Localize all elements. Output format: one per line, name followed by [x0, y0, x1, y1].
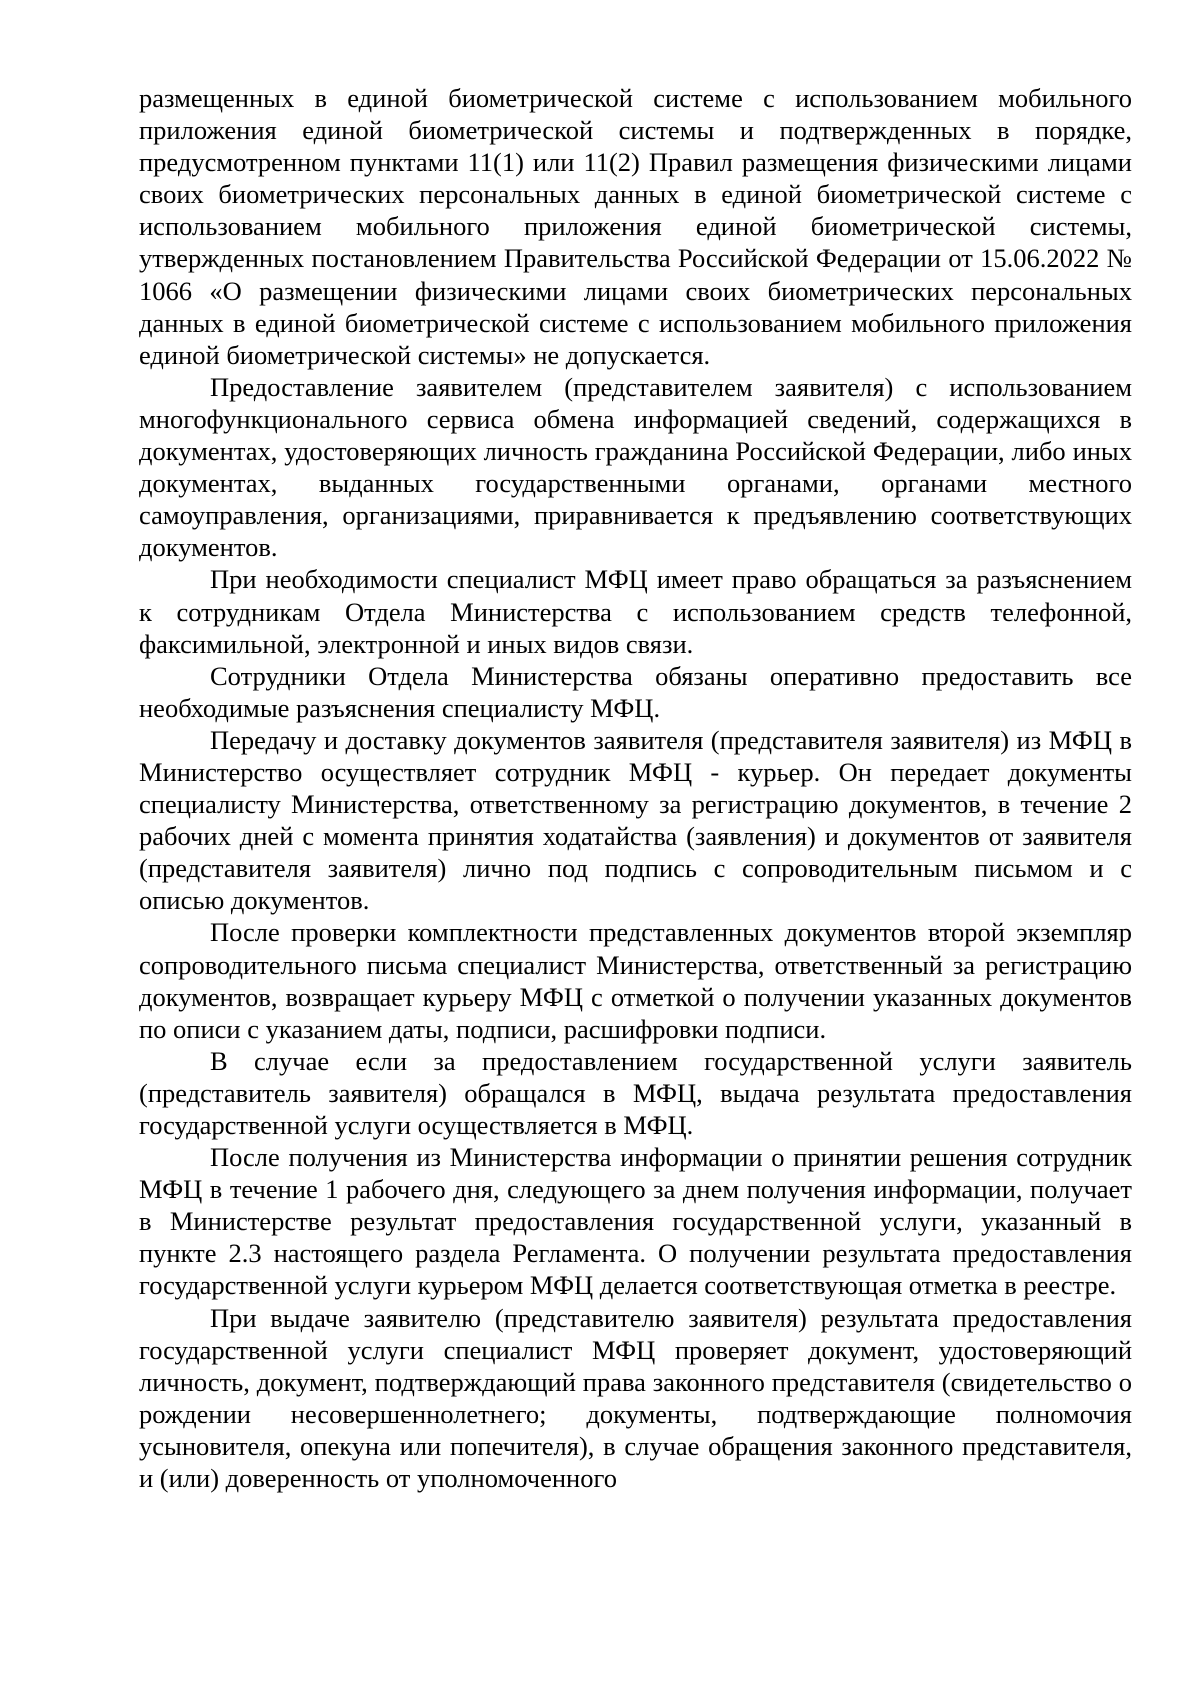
paragraph-biometric-continuation: размещенных в единой биометрической системе с использованием мобильного приложения единой биометрической системы и подтвержденных в порядке, предусмотренном пунктами 11(1) или 11(2) Правил размещения физическими лицами своих биометрических персональных данных в единой биометрической системе с использованием мобильного приложения единой биометрической системы, утвержденных постановлением Правительства Российской Федерации от 15.06.2022 № 1066 «О размещении физическими лицами своих биометрических персональных данных в единой биометрической системе с использованием мобильного приложения единой биометрической системы» не допускается. [139, 83, 1132, 370]
paragraph-ministry-duty: Сотрудники Отдела Министерства обязаны оперативно предоставить все необходимые разъяснения специалисту МФЦ. [139, 660, 1132, 723]
document-page [139, 82, 1132, 1494]
paragraph-mfc-clarification: При необходимости специалист МФЦ имеет право обращаться за разъяснением к сотрудникам Отдела Министерства с использованием средств телефонной, факсимильной, электронной и иных видов связи. [139, 564, 1132, 659]
paragraph-information-exchange: Предоставление заявителем (представителем заявителя) с использованием многофункционального сервиса обмена информацией сведений, содержащихся в документах, удостоверяющих личность гражданина Российской Федерации, либо иных документах, выданных государственными органами, органами местного самоуправления, организациями, приравнивается к предъявлению соответствующих документов. [139, 371, 1132, 563]
paragraph-result-issuance: В случае если за предоставлением государственной услуги заявитель (представитель заявителя) обращался в МФЦ, выдача результата предоставления государственной услуги осуществляется в МФЦ. [139, 1045, 1132, 1140]
paragraph-completeness-check: После проверки комплектности представленных документов второй экземпляр сопроводительного письма специалист Министерства, ответственный за регистрацию документов, возвращает курьеру МФЦ с отметкой о получении указанных документов по описи с указанием даты, подписи, расшифровки подписи. [139, 917, 1132, 1044]
paragraph-identity-verification: При выдаче заявителю (представителю заявителя) результата предоставления государственной услуги специалист МФЦ проверяет документ, удостоверяющий личность, документ, подтверждающий права законного представителя (свидетельство о рождении несовершеннолетнего; документы, подтверждающие полномочия усыновителя, опекуна или попечителя), в случае обращения законного представителя, и (или) доверенность от уполномоченного [139, 1302, 1132, 1494]
paragraph-document-delivery: Передачу и доставку документов заявителя (представителя заявителя) из МФЦ в Министерство осуществляет сотрудник МФЦ - курьер. Он передает документы специалисту Министерства, ответственному за регистрацию документов, в течение 2 рабочих дней с момента принятия ходатайства (заявления) и документов от заявителя (представителя заявителя) лично под подпись с сопроводительным письмом и с описью документов. [139, 724, 1132, 916]
paragraph-decision-receipt: После получения из Министерства информации о принятии решения сотрудник МФЦ в течение 1 рабочего дня, следующего за днем получения информации, получает в Министерстве результат предоставления государственной услуги, указанный в пункте 2.3 настоящего раздела Регламента. О получении результата предоставления государственной услуги курьером МФЦ делается соответствующая отметка в реестре. [139, 1142, 1132, 1301]
